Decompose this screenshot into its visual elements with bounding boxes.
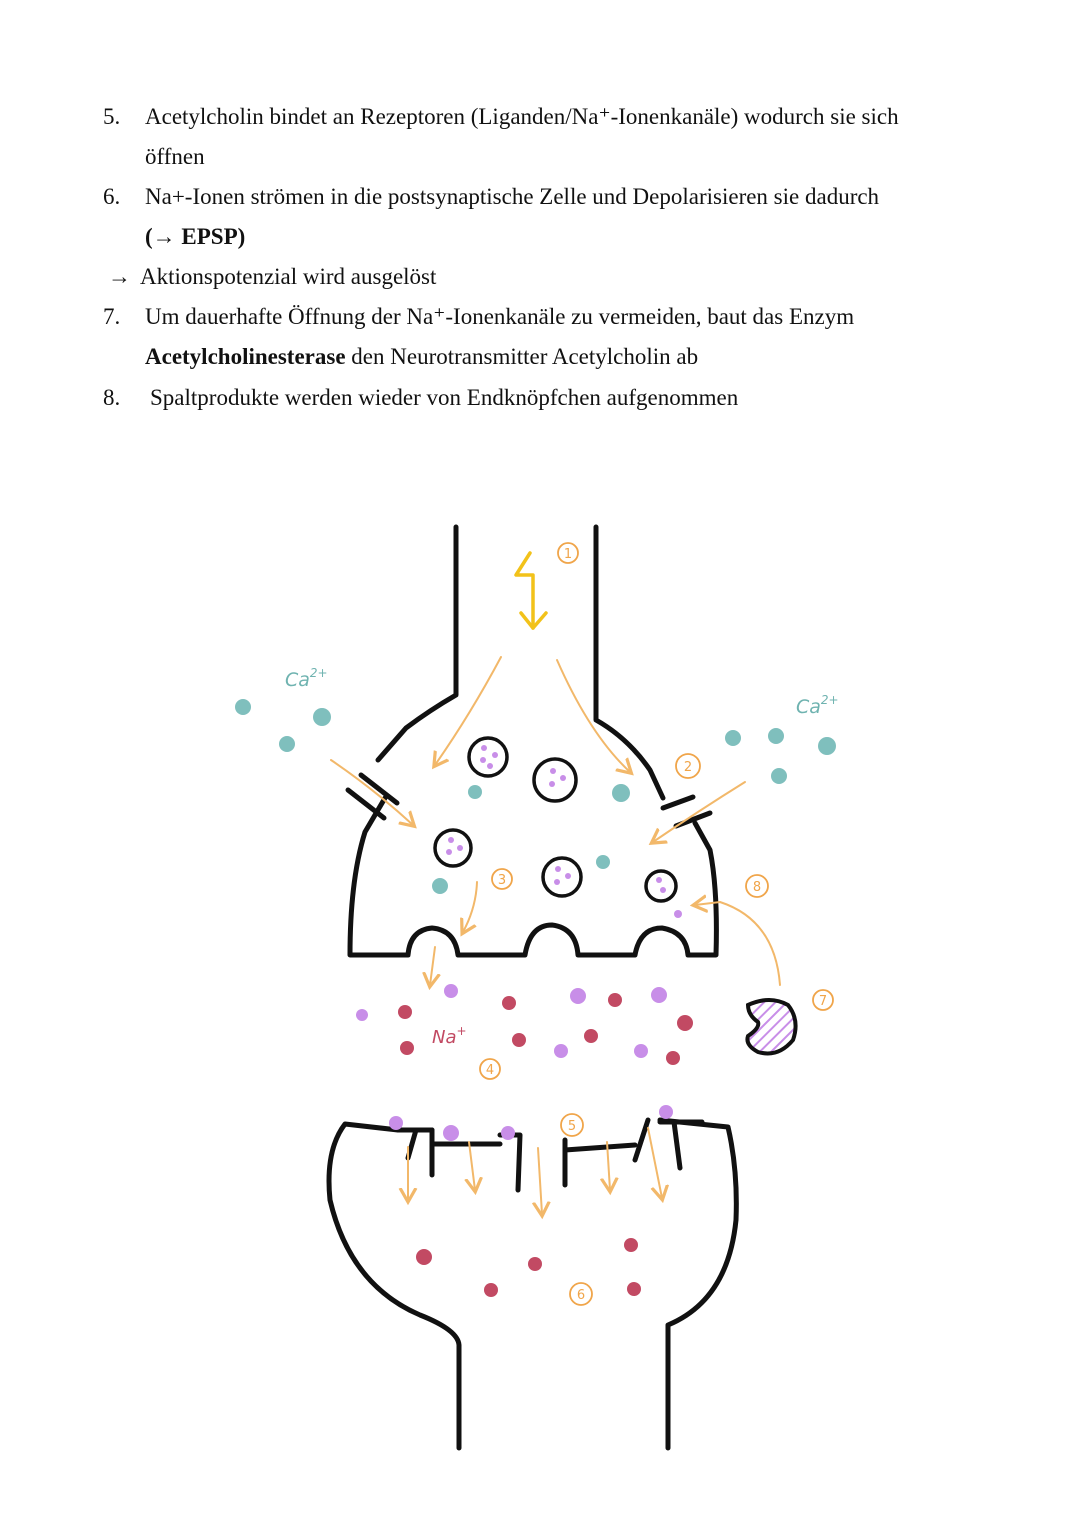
step-7-text: Um dauerhafte Öffnung der Na⁺-Ionenkanäle zu vermeiden, baut das Enzym xyxy=(145,304,855,329)
vesicle xyxy=(534,759,576,801)
step-marker-5 xyxy=(561,1114,583,1136)
step-marker-1 xyxy=(558,543,578,563)
enzyme-name: Acetylcholinesterase xyxy=(145,344,346,369)
step-marker-6 xyxy=(570,1283,592,1305)
svg-text:2: 2 xyxy=(683,760,693,775)
vesicle xyxy=(435,830,471,866)
svg-text:4: 4 xyxy=(485,1063,495,1078)
calcium-label-right: $Ca^{2+}$ xyxy=(796,693,839,718)
svg-text:3: 3 xyxy=(497,873,507,888)
svg-text:5: 5 xyxy=(567,1119,577,1134)
step-marker-8 xyxy=(746,875,768,897)
step-6-text: Na+-Ionen strömen in die postsynaptische Zelle und Depolarisieren sie dadurch xyxy=(145,184,880,209)
vesicles xyxy=(435,738,676,901)
step-7-number: 7. xyxy=(103,304,121,329)
step-6-number: 6. xyxy=(103,184,121,209)
svg-text:8: 8 xyxy=(752,880,762,895)
acetylcholine-molecules xyxy=(356,910,682,1141)
conclusion-arrow: → xyxy=(108,264,131,289)
step-5-text: Acetylcholin bindet an Rezeptoren (Liganden/Na⁺-Ionenkanäle) wodurch sie sich xyxy=(145,104,899,129)
step-8-number: 8. xyxy=(103,385,121,410)
svg-text:6: 6 xyxy=(576,1288,586,1303)
svg-text:1: 1 xyxy=(563,547,573,562)
step-marker-4 xyxy=(480,1059,500,1079)
postsynaptic-cell xyxy=(329,1120,736,1448)
calcium-label-left: $Ca^{2+}$ xyxy=(285,666,328,691)
step-5-number: 5. xyxy=(103,104,121,129)
vesicle xyxy=(469,738,507,776)
step-marker-2 xyxy=(676,754,700,778)
step-5-text-line2: öffnen xyxy=(145,144,205,169)
svg-text:7: 7 xyxy=(818,994,828,1009)
vesicle xyxy=(646,871,676,901)
vesicle xyxy=(543,858,581,896)
calcium-ions xyxy=(235,699,836,894)
enzyme-shape xyxy=(747,1000,795,1054)
step-marker-3 xyxy=(492,869,512,889)
step-markers xyxy=(480,543,833,1305)
conclusion-text: Aktionspotenzial wird ausgelöst xyxy=(140,264,437,289)
step-7-text-line2-rest: den Neurotransmitter Acetylcholin ab xyxy=(345,344,699,369)
sodium-label: Na+ xyxy=(432,1024,467,1048)
step-6-epsp: (→ EPSP) xyxy=(145,224,246,249)
step-8-text: Spaltprodukte werden wieder von Endknöpfchen aufgenommen xyxy=(150,385,739,410)
step-marker-7 xyxy=(813,990,833,1010)
action-potential-arrow xyxy=(516,553,546,628)
